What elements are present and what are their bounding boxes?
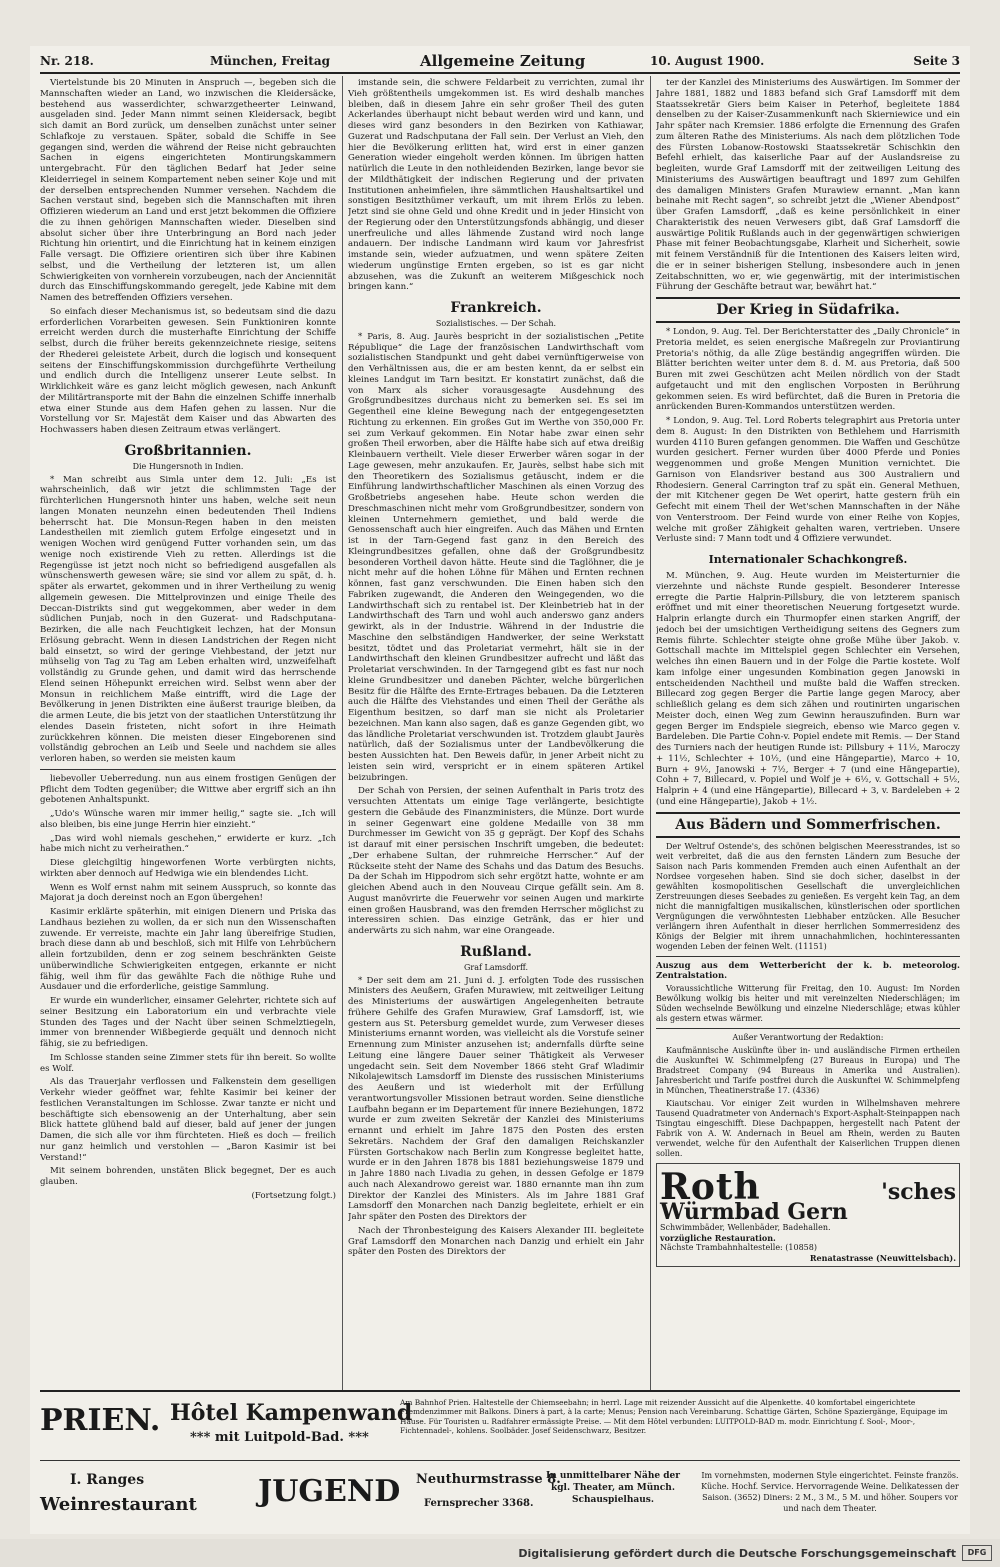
section-subtitle: Sozialistisches. — Der Schah. (435, 319, 557, 328)
column-2 (348, 78, 644, 1386)
roth-line: Schwimmbäder, Wellenbäder, Badehallen. (660, 1222, 831, 1232)
roth-brand: Roth (660, 1165, 761, 1208)
page-number: Seite 3 (913, 54, 960, 68)
digitization-footer (0, 1539, 1000, 1567)
issue-number: Nr. 218. (40, 54, 94, 68)
feuilleton-paragraph: Wenn es Wolf ernst nahm mit seinem Ausspruch, so konnte das Majorat ja doch dereinst noch an Egon übergehen! (40, 882, 336, 904)
feuilleton-paragraph: Mit seinem bohrenden, unstäten Blick begegnet, Der es auch glauben. (40, 1166, 336, 1187)
prien-advertisement (40, 1396, 960, 1461)
dfg-logo: DFG (962, 1545, 992, 1561)
section-title-chess: Internationaler Schachkongreß. (708, 553, 908, 566)
issue-date: 10. August 1900. (650, 54, 765, 68)
roth-line: Renatastrasse (Neuwittelsbach). (809, 1252, 956, 1263)
location-note: In unmittelbarer Nähe der kgl. Theater, am Münch. Schauspielhaus. (545, 1471, 681, 1505)
feuilleton-paragraph: Kasimir erklärte späterhin, mit einigen Dienern und Priska das Landhaus beziehen zu wollen, da er sich nun den Wissenschaften zuwende. Er verreiste, machte ein Jahr lang übereifrige Studien, brach diese dann ab und beschloß, sich mit Hilfe von Lehrbüchern allein fortzubilden, denn er zog seinem beschränkten Geiste unüberwindliche Schwierigkeiten entgegen, erkannte er nicht fähig, weil ihm für das gewählte Fach die nöthige Ruhe und Ausdauer und die erforderliche, geistige Sammlung. (40, 907, 336, 993)
article-paragraph: * London, 9. Aug. Tel. Lord Roberts telegraphirt aus Pretoria unter dem 8. August: In den Distrikten von Bethlehem und Harrismith wurden 4110 Buren gefangen genommen. Die Waffen und Geschütze wurden gesichert. Ferner wurden über 4000 Pferde und Ponies weggenommen und große Mengen Munition vernichtet. Die Garnison von Elandsriver bestand aus 300 Australiern und Rhodesiern. General Carrington traf zu spät ein. General Methuen, der mit Kitchener gegen De Wet operirt, hatte gestern früh ein Gefecht mit einem Theil der Wet'schen Mannschaften in der Nähe von Venterstroom. Der Feind wurde von einer Reihe von Kopjes, welche mit großer Zähigkeit gehalten waren, vertrieben. Unsere Verluste sind: 7 Mann todt und 4 Offiziere verwundet. (656, 416, 960, 545)
feuilleton-paragraph: „Udo's Wünsche waren mir immer heilig,“ sagte sie. „Ich will also bleiben, bis eine junge Herrin hier einzieht.“ (40, 809, 336, 830)
roth-advertisement (656, 1163, 960, 1267)
header-rule (40, 72, 960, 74)
article-paragraph: * London, 9. Aug. Tel. Der Berichterstatter des „Daily Chronicle“ in Pretoria meldet, es seien energische Maßregeln zur Proviantirung Pretoria's nöthig, da alle Züge beständig angegriffen würden. Die Blätter berichten weiter unter dem 8. d. M. aus Pretoria, daß 500 Buren mit zwei Geschützen acht Meilen nördlich von der Stadt aufgetaucht und mit den englischen Vorposten in Berührung gekommen seien. Es wird befürchtet, daß die Buren in Pretoria die anrückenden Buren-Kommandos unterstützen werden. (656, 327, 960, 413)
section-title-sa: Der Krieg in Südafrika. (656, 297, 960, 323)
column-divider (650, 76, 651, 1390)
column-1 (40, 78, 336, 1386)
responsibility-note: Außer Verantwortung der Redaktion: (732, 1033, 884, 1042)
section-title-baths: Aus Bädern und Sommerfrischen. (656, 812, 960, 838)
article-paragraph: * Der seit dem am 21. Juni d. J. erfolgten Tode des russischen Ministers des Aeußern, Grafen Murawiew, mit zeitweiliger Leitung des Ministeriums der auswärtigen Angelegenheiten betraute frühere Gehilfe des Grafen Murawiew, Graf Lamsdorff, ist, wie gestern aus St. Petersburg gemeldet wurde, zum Verweser dieses Ministeriums ernannt worden, was vielleicht als die Vorstufe seiner Ernennung zum Minister anzusehen ist; andernfalls dürfte seine Leitung eine längere Dauer seiner Thätigkeit als Verweser ungedacht sein. Seit dem November 1866 steht Graf Wladimir Nikolajewitsch Lamsdorff im Dienste des russischen Ministeriums des Aeußern und ist wiederholt mit der Erfüllung verantwortungsvoller Missionen betraut worden. Seine dienstliche Laufbahn begann er im Departement für innere Beziehungen, 1872 wurde er zum zweiten Sekretär der Kanzlei des Ministeriums ernannt und erhielt im Jahre 1875 den Posten des ersten Sekretärs. Nachdem der Graf den damaligen Reichskanzler Fürsten Gortschakow nach Berlin zum Kongresse begleitet hatte, wurde er in den Jahren 1878 bis 1881 beziehungsweise 1879 und in Jahre 1880 nach Livadia zu gehen, in dessen Gefolge er 1879 auch nach Alexandrowo gereist war. 1880 ernannte man ihn zum Direktor der Kanzlei des Ministers. Als im Jahre 1881 Graf Lamsdorff den Monarchen nach Danzig begleitete, erhielt er ein Jahr später den Posten des Direktors der (348, 975, 644, 1222)
section-subtitle: Graf Lamsdorff. (464, 962, 528, 972)
divider (656, 956, 960, 957)
feuilleton-paragraph: liebevoller Ueberredung. nun aus einem frostigen Genügen der Pflicht dem Todten gegenüber; die Wittwe aber ergriff sich an ihn gebotenen Anhaltspunkt. (40, 773, 336, 806)
address: Neuthurmstrasse 8. (416, 1472, 561, 1487)
feuilleton-paragraph: Er wurde ein wunderlicher, einsamer Gelehrter, richtete sich auf seiner Besitzung ein Laboratorium ein und verbrachte viele Stunden des Tages und der Nacht über seinen Schmelztiegeln, immer von brennender Wißbegierde gequält und dennoch nicht fähig, sie zu befriedigen. (40, 996, 336, 1049)
masthead: Allgemeine Zeitung (420, 52, 586, 70)
roth-title: 'sches Würmbad Gern (660, 1178, 956, 1225)
jugend-brand: JUGEND (258, 1474, 401, 1509)
article-paragraph: * Man schreibt aus Simla unter dem 12. Juli: „Es ist wahrscheinlich, daß wir jetzt die schlimmsten Tage der fürchterlichen Hungersnoth hinter uns haben, welche seit neun langen Monaten neunzehn einen bedeutenden Theil Indiens beherrscht hat. Die Monsun-Regen haben in den meisten Landestheilen mit ziemlich gutem Erfolge eingesetzt und in wenigen Wochen wird genügend Futter vorhanden sein, um das wenige noch existirende Vieh zu retten. Allerdings ist die Regengüsse ist jetzt noch nicht so befriedigend ausgefallen als wünschenswerth gewesen wäre; sie sind vor allem zu spät, d. h. später als erwartet, gekommen und in ihrer Vertheilung zu wenig allgemein gewesen. Die Mittelprovinzen und einige Theile des Deccan-Distrikts sind gut weggekommen, aber weder in dem südlichen Punjab, noch in den Guzerat- und Radschputana-Bezirken, die alle nach Feuchtigkeit lechzen, hat der Monsun Erlösung gebracht. Wenn in diesen Landstrichen der Regen nicht bald einsetzt, so wird der geringe Viehbestand, der jetzt nur mühselig von Tag zu Tag am Leben erhalten wird, unzweifelhaft vollständig zu Grunde gehen, und damit wird das herrschende Elend seinen Höhepunkt erreichen wird. Selbst wenn aber der Monsun in reichlichem Maße eintrifft, wird die Lage der Bevölkerung in jenen Distrikten eine äußerst traurige bleiben, da die armen Leute, die bis jetzt von der staatlichen Unterstützung ihr elendes Dasein fristeten, nicht sofort in ihre Heimath zurückkehren können. Die meisten dieser Eingeborenen sind vollständig gebrochen an Leib und Seele und nachdem sie alles verloren haben, so werden sie meisten kaum (40, 474, 336, 764)
article-paragraph: imstande sein, die schwere Feldarbeit zu verrichten, zumal ihr Vieh größtentheils umgekommen ist. Es wird deshalb manches bleiben, daß in diesem Jahre ein sehr großer Theil des guten Ackerlandes überhaupt nicht bebaut werden wird und kann, und dieses wird ganz besonders in den Bezirken von Kathiawar, Guzerat und Radschputana der Fall sein. Der Verlust an Vieh, den hier die Bevölkerung erlitten hat, wird erst in einer ganzen Generation wieder eingeholt werden können. Im übrigen hatten natürlich die Leute in den nothleidenden Bezirken, lange bevor sie der Mildthätigkeit der indischen Regierung und der privaten Institutionen anheimfielen, ihre sämmtlichen Haushaltsartikel und sonstigen Besitzthümer verkauft, um mit ihrem Erlös zu leben. Jetzt sind sie ohne Geld und ohne Kredit und in jeder Hinsicht von der Regierung oder den Unterstützungsfonds abhängig, und dieser unerfreuliche und alles lähmende Zustand wird noch lange andauern. Der indische Landmann wird kaum vor Jahresfrist imstande sein, wieder aufzuatmen, und wenn spätere Zeiten wiederum ungünstige Ernten ergeben, so ist es gar nicht abzusehen, was die Zukunft an weiterem Mißgeschick noch bringen kann.“ (348, 78, 644, 293)
feuilleton-paragraph: Im Schlosse standen seine Zimmer stets für ihn bereit. So wollte es Wolf. (40, 1052, 336, 1074)
column-3 (656, 78, 960, 1386)
continuation-note: (Fortsetzung folgt.) (251, 1190, 336, 1201)
notice-paragraph: Kiautschau. Vor einiger Zeit wurden in Wilhelmshaven mehrere Tausend Quadratmeter von Andernach's Export-Asphalt-Steinpappen nach Tsingtau eingeschifft. Diese Dachpappen, hergestellt nach Patent der Fabrik von A. W. Andernach in Beuel am Rhein, werden zu Bauten verwendet, welche für den Aufenthalt der Kaiserlichen Truppen dienen sollen. (656, 1098, 960, 1158)
weather-report: Voraussichtliche Witterung für Freitag, den 10. August: Im Norden Bewölkung wolkig bis heiter und mit vereinzelten Niederschlägen; im Süden wechselnde Bewölkung und einzelne Niederschläge; etwas kühler als gestern etwas wärmer. (656, 984, 960, 1023)
newspaper-page (30, 46, 970, 1534)
notice-paragraph: Kaufmännische Auskünfte über in- und ausländische Firmen ertheilen die Auskunftei W. Schimmelpfeng (27 Bureaus in Europa) und The Bradstreet Company (94 Bureaus in Amerika und Australien). Jahresbericht und Tarife postfrei durch die Auskunftei W. Schimmelpfeng in München, Theatinerstraße 17. (4336) (656, 1045, 960, 1095)
page-header (40, 52, 960, 70)
feuilleton-paragraph: „Das wird wohl niemals geschehen,“ erwiderte er kurz. „Ich habe mich nicht zu verheirathen.“ (40, 833, 336, 855)
article-paragraph: Viertelstunde bis 20 Minuten in Anspruch —, begeben sich die Mannschaften wieder an Land, wo inzwischen die Kleidersäcke, bestehend aus wasserdichter, schwarzgetheerter Leinwand, ausgeladen sind. Jeder Mann nimmt seinen Kleidersack, begibt sich damit an Bord zurück, um denselben zunächst unter seiner Schlafkoje zu verstauen. Später, sobald die Schiffe in See gegangen sind, werden die während der Reise nicht gebrauchten Sachen in eigens eingerichteten Montirungskammern untergebracht. Für den täglichen Bedarf hat Jeder seine Kleiderriegel in seinem Kompartement neben seiner Koje und mit der derselben entsprechenden Nummer versehen. Nachdem die Sachen verstaut sind, begeben sich die Mannschaften mit ihren Offizieren wiederum an Land und erst jetzt bekommen die Offiziere die zu ihnen gehörigen Mannschaften wieder. Dieselben sind absolut sicher über ihre Unterbringung an Bord nach jeder Richtung hin orientirt, und die Einrichtung hat in keinem einzigen Falle versagt. Die Offiziere orientiren sich über ihre Kabinen selbst, und die Vertheilung der letzteren ist, um allen Schwierigkeiten von vornherein vorzubeugen, nach der Anciennität durch das Einschiffungskommando geregelt, jede Kabine mit dem Namen des betreffenden Offiziers versehen. (40, 78, 336, 303)
weather-title: Auszug aus dem Wetterbericht der k. b. meteorolog. Zentralstation. (656, 960, 960, 982)
prien-details: Am Bahnhof Prien. Haltestelle der Chiemseebahn; in herrl. Lage mit reizender Aussicht auf die Alpenkette. 40 komfortabel eingerichtete Fremdenzimmer mit Balkons. Diners à part, à la carte; Menus; Pension nach Vereinbarung. Schattige Gärten, Schöne Spaziergänge, Equipage im Hause. Für Touristen u. Radfahrer ermässigte Preise. — Mit dem Hôtel verbunden: LUITPOLD-BAD m. modr. Einrichtung f. Sool-, Moor-, Fichtennadel-, kohlens. Soolbäder. Josef Seidenschwarz, Besitzer. (400, 1398, 948, 1436)
roth-line: Nächste Trambahnhaltestelle: (10858) (660, 1242, 817, 1252)
article-paragraph: M. München, 9. Aug. Heute wurden im Meisterturnier die vierzehnte und nächste Runde gespielt. Besonderer Interesse erregte die Partie Halprin-Pillsbury, die von letzterem spanisch eröffnet und mit einer theoretischen Neuerung fortgesetzt wurde. Halprin erlangte durch ein Thurmopfer einen starken Angriff, der jedoch bei der umsichtigen Vertheidigung seitens des Gegners zum Remis führte. Schlechter steigte ohne große Mühe über Jakob. v. Gottschall machte im Mittelspiel gegen Schlechter ein Versehen, welches ihn einen Bauern und in der Folge die Partie kostete. Wolf kam infolge einer ungesunden Kombination gegen Janowski in entscheidenden Nachtheil und mußte bald die Waffen strecken. Billecard zog gegen Berger die Partie lange gegen Marocy, aber schließlich gelang es dem sich zähen und routinirten ungarischen Meister doch, einen Weg zum Gewinn herauszufinden. Burn war gegen Berger im Endspiele siegreich, ebenso wie Marco gegen v. Bardeleben. Die Partie Cohn-v. Popiel endete mit Remis. — Der Stand des Turniers nach der heutigen Runde ist: Pillsbury + 11½, Maroczy + 11½, Schlechter + 10½, (und eine Hängepartie), Marco + 10, Burn + 9½, Janowski + 7½, Berger + 7 (und eine Hängepartie), Cohn + 7, Billecard, v. Popiel und Wolf je + 6½, v. Gottschall + 5½, Halprin + 4 (und eine Hängepartie), Billecard + 3, v. Bardeleben + 2 (und eine Hängepartie), Jakob + 1½. (656, 571, 960, 807)
feuilleton-rule (40, 769, 336, 770)
roth-line: vorzügliche Restauration. (660, 1232, 776, 1243)
section-title-ru: Rußland. (460, 943, 532, 960)
article-paragraph: Nach der Thronbesteigung des Kaisers Alexander III. begleitete Graf Lamsdorff den Monarchen nach Danzig und erhielt ein Jahr später den Posten des Direktors der (348, 1225, 644, 1258)
section-subtitle: Die Hungersnoth in Indien. (132, 461, 244, 471)
article-paragraph: Der Weltruf Ostende's, des schönen belgischen Meeresstrandes, ist so weit verbreitet, daß die aus den fernsten Ländern zum Besuche der Saison nach Paris kommenden Fremden auch einen Aufenthalt an der Nordsee vorgesehen haben. Sind sie doch sicher, daselbst in der gewählten kosmopolitischen Gesellschaft die unvergleichlichen Zerstreuungen dieses Seebades zu genießen. Es vergeht kein Tag, an dem nicht die mannigfaltigen musikalischen, künstlerischen oder sportlichen Vergnügungen die verwöhntesten Liebhaber entzücken. Alle Besucher verlängern ihren Aufenthalt in dieser herrlichen Sommerresidenz des Königs der Belgier mit ihrem unnachahmlichen, hochinteressanten wogenden Leben der feinen Welt. (11151) (656, 841, 960, 951)
place-day: München, Freitag (210, 54, 331, 68)
section-title-gb: Großbritannien. (124, 442, 252, 459)
feuilleton-paragraph: Diese gleichgiltig hingeworfenen Worte verbürgten nichts, wirkten aber dennoch auf Hedwiga wie ein blendendes Licht. (40, 858, 336, 879)
bottom-advertisements (40, 1390, 960, 1534)
weinrestaurant-label: Weinrestaurant (40, 1494, 197, 1515)
section-title-fr: Frankreich. (450, 300, 542, 316)
article-paragraph: * Paris, 8. Aug. Jaurès bespricht in der sozialistischen „Petite République“ die Lage der französischen Landwirthschaft vom sozialistischen Standpunkt und geht dabei vernünftigerweise von den Verhältnissen aus, die er am besten kennt, da er selbst ein kleines Landgut im Tarn besitzt. Er konstatirt zunächst, daß die von Marx als sicher vorausgesagte Ausdehnung des Großgrundbesitzes durchaus nicht zu bemerken sei. Es sei im Gegentheil eine kleine Bewegung nach der entgegengesetzten Richtung zu erkennen. Ein großes Gut im Werthe von 350,000 Fr. sei zum Verkauf gekommen. Ein Notar habe zwar einen sehr großen Theil erworben, aber die Hälfte habe sich auf etwa dreißig Kleinbauern vertheilt. Viele dieser Erwerber wären sogar in der Lage gewesen, mehr anzukaufen. Er, Jaurès, selbst habe sich mit den Theoretikern des Sozialismus getäuscht, indem er die Einführung landwirthschaftlicher Maschinen als einen Vorzug des Großbetriebs angesehen habe. Heute schon werden die Dreschmaschinen nicht mehr vom Großgrundbesitzer, sondern von kleinen Unternehmern gemiethet, und bald werde die Genossenschaft auch hier eingreifen. Auch das Mähen und Ernten ist in der Tarn-Gegend fast ganz in den Bereich des Kleingrundbesitzes gefallen, ohne daß der Großgrundbesitz besonderen Vortheil davon hätte. Heute sind die Taglöhner, die je nicht mehr auf die hohen Löhne für Mähen und Ernten rechnen können, fast ganz verschwunden. Die Einen haben sich den Fabriken zugewandt, die Anderen den Weingegenden, wo die Landwirthschaft sich zu rentabel ist. Der Kleinbetrieb hat in der Landwirthschaft des Tarn und wohl auch anderswo ganz anders gewirkt, als in der Industrie. Während in der Industrie die Maschine den selbständigen Handwerker, der seine Werkstatt besitzt, tödtet und das Proletariat vermehrt, hält sie in der Landwirthschaft den kleinen Grundbesitzer aufrecht und läßt das Proletariat verschwinden. In der Tarngegend gibt es fast nur noch kleine Grundbesitzer und daneben Pächter, welche bürgerlichen Besitz für die Hälfte des Ernte-Ertrages bebauen. Da die Letzteren auch die Hälfte des Viehstandes und einen Theil der Geräthe als Eigenthum besitzen, so darf man sie nicht als Proletarier bezeichnen. Man kann also sagen, daß es ganze Gegenden gibt, wo das ländliche Proletariat verschwunden ist. Trotzdem glaubt Jaurès natürlich, daß der Sozialismus unter der Landbevölkerung die besten Aussichten hat. Den Beweis dafür, in jener Arbeit nicht zu leisten sein wird, verspricht er in einem späteren Artikel beizubringen. (348, 331, 644, 783)
article-paragraph: Der Schah von Persien, der seinen Aufenthalt in Paris trotz des versuchten Attentats um einige Tage verlängerte, besichtigte gestern die Gebäude des Finanzministers, die Münze. Dort wurde in seiner Gegenwart eine goldene Medaille von 38 mm Durchmesser im Gewicht von 35 g geprägt. Der Kopf des Schahs ist darauf mit einer persischen Inschrift umgeben, die bedeutet: „Der erhabene Sultan, der ruhmreiche Herrscher.“ Auf der Rückseite steht der Name des Schahs und das Datum des Besuchs. Da der Schah im Hippodrom sich sehr ergötzt hatte, wohnte er am gleichen Abend auch in den Nouveau Cirque gefällt sein. Am 8. August manövrirte die Feuerwehr vor seinen Augen und markirte einen großen Hausbrand, was den fremden Herrscher möglichst zu interessiren schien. Das einzige Getränk, das er hier und anderwärts zu sich nahm, war eine Orangeade. (348, 786, 644, 936)
luitpold-bad: *** mit Luitpold-Bad. *** (190, 1430, 369, 1445)
jugend-advertisement (40, 1464, 960, 1528)
restaurant-details: Im vornehmsten, modernen Style eingerichtet. Feinste französ. Küche. Hochf. Service. Hervorragende Weine. Delikatessen der Saison. (3652) Diners: 2 M., 3 M., 5 M. und höher. Soupers vor und nach dem Theater. (701, 1471, 959, 1513)
article-paragraph: ter der Kanzlei des Ministeriums des Auswärtigen. Im Sommer der Jahre 1881, 1882 und 1883 befand sich Graf Lamsdorff mit dem Staatssekretär Giers beim Kaiser in Peterhof, begleitete 1884 denselben zu der Kaiser-Zusammenkunft nach Skierniewice und ein Jahr später nach Kremsier. 1886 erfolgte die Ernennung des Grafen zum älteren Rathe des Ministeriums. Als nach dem plötzlichen Tode des Fürsten Lobanow-Rostowski Staatssekretär Schischkin den Befehl erhielt, das kaiserliche Paar auf der Auslandsreise zu begleiten, wurde Graf Lamsdorff mit der zeitweiligen Leitung des Ministeriums des Auswärtigen beauftragt und 1897 zum Gehilfen des damaligen Ministers Grafen Murawiew ernannt. „Man kann beinahe mit Recht sagen“, so schreibt jetzt die „Wiener Abendpost“ über Grafen Lamsdorff, „daß es keine persönlichkeit in einer Charakteristik des neuen Verwesers gibt, daß Graf Lamsdorff die auswärtige Politik Rußlands auch in der gegenwärtigen schwierigen Phase mit feiner Beobachtungsgabe, Klarheit und Sicherheit, sowie mit feinem Verständniß für die Intentionen des Kaisers leiten wird, die er in seiner bisherigen Stellung, insbesondere auch in jenen Zeitabschnitten, wo er, wie gegenwärtig, mit der interimistischen Führung der Geschäfte betraut war, bewährt hat.“ (656, 78, 960, 293)
prien-label: PRIEN. (40, 1403, 161, 1438)
divider (656, 1028, 960, 1029)
feuilleton-paragraph: Als das Trauerjahr verflossen und Falkenstein dem geselligen Verkehr wieder geöffnet war, fehlte Kasimir bei keiner der festlichen Veranstaltungen im Schlosse. Zwar tanzte er nicht und beschäftigte sich ebensowenig an der Unterhaltung, aber sein Blick hattete glühend bald auf dieser, bald auf jener der jungen Damen, die sich alle vor ihm fürchteten. Hieß es doch — freilich nur ganz heimlich und verstohlen — „Baron Kasimir ist bei Verstand!“ (40, 1077, 336, 1163)
footer-text: Digitalisierung gefördert durch die Deutsche Forschungsgemeinschaft (518, 1547, 956, 1560)
ranges-label: I. Ranges (70, 1472, 145, 1488)
column-divider (342, 76, 343, 1390)
hotel-name: Hôtel Kampenwand (170, 1400, 413, 1426)
phone: Fernsprecher 3368. (424, 1498, 534, 1509)
article-paragraph: So einfach dieser Mechanismus ist, so bedeutsam sind die dazu erforderlichen Vorarbeiten gewesen. Sein Funktioniren konnte erreicht werden durch die musterhafte Einrichtung der Schiffe selbst, durch die früher bereits gekennzeichnete riesige, seitens der Rhederei geleistete Arbeit, durch die logisch und konsequent seitens der Einschiffungskommission durchgeführte Vertheilung und endlich durch die Intelligenz unserer Leute selbst. In Wirklichkeit wäre es ganz leicht möglich gewesen, nach Ankunft der Militärtransporte mit der Bahn die einzelnen Schiffe innerhalb etwa einer Stunde aus dem Hafen gehen zu lassen. Nur die Vorstellung vor Sr. Majestät dem Kaiser und das Abwarten des Hochwassers haben diesen Zeitraum etwas verlängert. (40, 306, 336, 435)
